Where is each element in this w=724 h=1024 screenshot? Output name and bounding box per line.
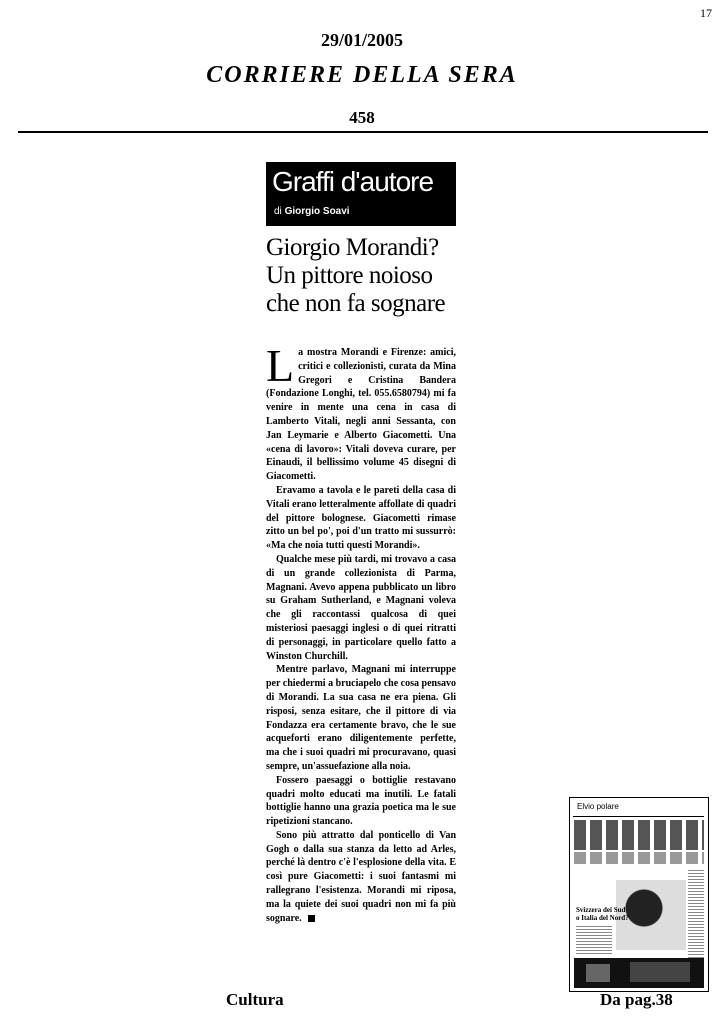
drop-cap: L	[266, 340, 295, 391]
issue-number: 458	[349, 108, 375, 127]
article-body	[266, 340, 456, 925]
article-paragraph: Mentre parlavo, Magnani mi interruppe per chiedermi a bruciapelo che cosa pensavo di Morandi. La sua casa ne era piena. Gli risposi, senza esitare, che il pittore di via Fondazza era certamente bravo, che le sue acqueforti erano diligentemente perfette, ma che i suoi quadri mi procuravano, quasi sempre, un'assuefazione alla noia.	[266, 664, 456, 772]
thumbnail-photo-strip	[574, 852, 704, 864]
article-paragraph: Qualche mese più tardi, mi trovavo a casa di un grande collezionista di Parma, Magnani. Avevo appena pubblicato un libro su Graham Sutherland, e Magnani voleva che gli raccontassi qualcosa di quei misteriosi paesaggi inglesi o di quei ritratti di personaggi, in particolare quello fatto a Winston Churchill.	[266, 553, 456, 662]
thumbnail-header	[573, 802, 704, 817]
thumbnail-photo-strip	[574, 820, 704, 850]
thumbnail-text-column	[576, 926, 612, 954]
column-rubric	[266, 162, 456, 226]
headline-line: Un pittore noioso	[266, 262, 433, 289]
article-paragraph: Fossero paesaggi o bottiglie restavano quadri molto educati ma inutili. Le fatali bottiglie hanno una grazia poetica ma le sue ripetizioni stancano.	[266, 774, 456, 828]
thumbnail-section-label: Elvio polare	[577, 802, 619, 811]
thumbnail-subhead: Svizzera dei Sud o Italia del Nord?	[576, 906, 629, 922]
article-headline	[266, 234, 466, 318]
rubric-byline	[274, 206, 350, 217]
byline-prefix: di	[274, 206, 282, 217]
thumbnail-ad-banner	[574, 958, 704, 988]
author-name: Giorgio Soavi	[284, 206, 350, 217]
article-paragraph	[266, 340, 456, 484]
page-thumbnail	[569, 797, 709, 992]
source-page: Da pag.38	[600, 990, 673, 1009]
end-mark-icon	[308, 915, 315, 922]
publication-date: 29/01/2005	[320, 30, 403, 50]
thumbnail-text-column	[688, 868, 704, 958]
newspaper-name: CORRIERE DELLA SERA	[206, 62, 518, 88]
headline-line: che non fa sognare	[266, 290, 446, 317]
paragraph-text: Sono più attratto dal ponticello di Van Gogh o dalla sua stanza da letto ad Arles, perché là dentro c'è l'esplosione della vita. E così pure Giacometti: i suoi fantasmi mi rallegrano l'esistenza. Morandi mi riposa, ma la quiete dei suoi quadri non mi fa più sognare.	[266, 829, 456, 924]
page-number: 17	[700, 6, 712, 20]
section-name: Cultura	[226, 990, 284, 1009]
header-divider	[18, 131, 708, 133]
paragraph-text: a mostra Morandi e Firenze: amici, critici e collezionisti, curata da Mina Gregori e Cristina Bandera (Fondazione Longhi, tel. 055.6580794) mi fa venire in mente una cena in casa di Lamberto Vitali, negli anni Sessanta, con Jan Leymarie e Alberto Giacometti. Una «cena di lavoro»: Vitali doveva curare, per Einaudi, il bellissimo volume 45 disegni di Giacometti.	[266, 347, 456, 483]
article-paragraph	[266, 829, 456, 926]
article-paragraph: Eravamo a tavola e le pareti della casa di Vitali erano letteralmente affollate di quadri del pittore bolognese. Giacometti rimase zitto un bel po', poi d'un tratto mi sussurrò: «Ma che noia tutti questi Morandi».	[266, 484, 456, 552]
headline-line: Giorgio Morandi?	[266, 234, 439, 261]
rubric-title: Graffi d'autore	[272, 166, 434, 197]
